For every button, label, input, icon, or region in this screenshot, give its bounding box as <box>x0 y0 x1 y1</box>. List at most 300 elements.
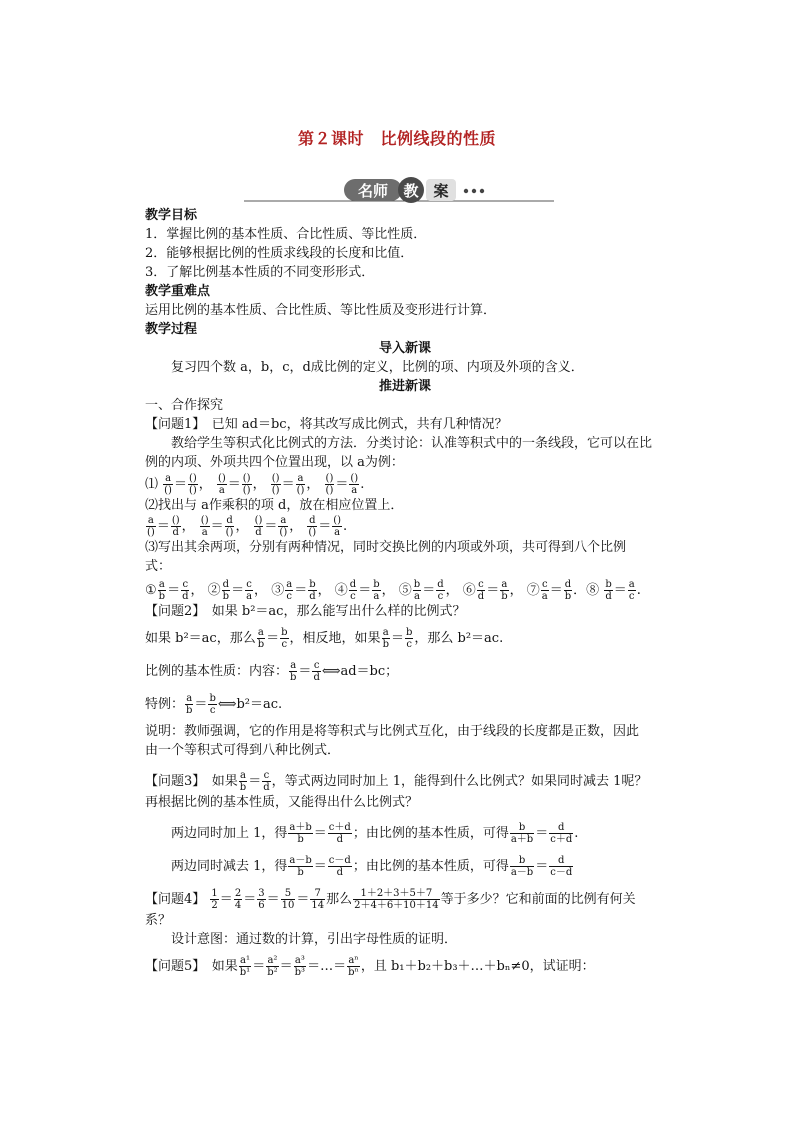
numerator: c <box>246 579 252 590</box>
numerator: d <box>349 579 357 590</box>
numerator: () <box>333 515 342 526</box>
fraction <box>328 822 352 845</box>
math-text: 相反地，如果 <box>302 631 381 646</box>
add-one <box>145 822 665 845</box>
intro-text <box>145 358 665 377</box>
fraction <box>328 855 352 878</box>
goal-1: 1．掌握比例的基本性质、合比性质、等比性质． <box>145 227 427 242</box>
math-text: ＝ <box>252 959 266 974</box>
numerator: a <box>290 660 297 671</box>
numerator: b <box>373 579 380 590</box>
numerator: a¹ <box>240 955 250 966</box>
numerator: 7 <box>310 888 325 900</box>
math-text: ④ <box>334 583 348 598</box>
numerator: a－b <box>289 855 312 866</box>
numerator: () <box>188 473 197 484</box>
fraction <box>308 579 316 602</box>
math-text: 等于多少？它和前面的比例有何关 <box>440 892 636 907</box>
math-text: ＝ <box>358 583 372 598</box>
numerator: a＋b <box>289 822 312 833</box>
denominator: a <box>201 527 208 538</box>
math-text: ＝ <box>281 477 295 492</box>
math-text: ，等式两边同时加上 1，能得到什么比例式？如果同时减去 1呢？ <box>271 774 648 789</box>
fraction <box>181 579 189 602</box>
math-text: ＝ <box>243 892 257 907</box>
fraction <box>158 579 166 602</box>
numerator: a <box>280 515 287 526</box>
math-text: 教给学生等积式化比例式的方法．分类讨论：认准等积式中的一条线段，它可以在比 <box>171 436 653 451</box>
numerator: a <box>628 579 635 590</box>
fraction <box>564 579 572 602</box>
denominator: a <box>246 591 253 602</box>
fraction <box>332 515 342 538</box>
math-text: ＝ <box>167 583 181 598</box>
denominator: 2 <box>211 900 218 911</box>
fraction <box>242 473 252 496</box>
spacer <box>145 878 665 888</box>
fraction <box>347 955 360 978</box>
math-text: . <box>343 519 348 534</box>
denominator: b <box>501 591 508 602</box>
math-text: ＝ <box>535 826 549 841</box>
numerator: b <box>309 579 316 590</box>
numerator: b <box>510 855 534 867</box>
spacer <box>145 812 665 822</box>
denominator: 4 <box>234 900 242 911</box>
numerator: d <box>226 515 233 526</box>
math-text: ⑴ <box>145 477 159 492</box>
denominator: a <box>351 485 358 496</box>
fraction <box>266 955 278 978</box>
denominator: a＋b <box>510 834 534 845</box>
fraction <box>325 473 335 496</box>
denominator: bⁿ <box>348 967 359 978</box>
denominator: 2＋4＋6＋10＋14 <box>354 900 439 911</box>
denominator: a <box>414 591 420 602</box>
math-text: ⟺ad＝bc； <box>321 664 399 679</box>
math-text: 特例： <box>145 697 185 712</box>
math-text: ＝ <box>231 583 245 598</box>
denominator: b <box>158 591 166 602</box>
numerator: c <box>313 660 320 671</box>
question-1: 【问题1】 已知 ad＝bc，将其改写成比例式，共有几种情况？ <box>145 417 508 432</box>
math-text: ， <box>198 477 212 492</box>
math-text: ， <box>252 477 266 492</box>
fraction <box>405 627 413 650</box>
math-text: ， <box>289 519 303 534</box>
denominator: c <box>286 591 292 602</box>
numerator: d <box>564 579 572 590</box>
denominator: a <box>541 591 548 602</box>
fraction <box>541 579 549 602</box>
math-text: ＝ <box>486 583 500 598</box>
denominator: d <box>182 591 189 602</box>
math-text: ＝ <box>294 583 308 598</box>
denominator: b³ <box>294 967 306 978</box>
math-text: ＝ <box>549 583 563 598</box>
question-5 <box>145 955 665 978</box>
denominator: a－b <box>510 867 534 878</box>
question-3 <box>145 770 665 793</box>
special-case <box>145 693 665 716</box>
numerator: () <box>254 515 263 526</box>
fraction <box>549 855 573 878</box>
denominator: b <box>564 591 572 602</box>
fraction <box>188 473 198 496</box>
fraction <box>349 473 359 496</box>
numerator: a <box>297 473 304 484</box>
math-text: ＝ <box>535 859 549 874</box>
denominator: d <box>313 672 320 683</box>
numerator: c－d <box>328 855 351 866</box>
math-text: . <box>636 583 641 598</box>
numerator: () <box>325 473 334 484</box>
math-text: ＝ <box>227 477 241 492</box>
denominator: b <box>186 705 193 716</box>
denominator: d <box>309 591 316 602</box>
numerator: a <box>240 770 246 781</box>
numerator: b <box>605 579 612 590</box>
fraction <box>280 627 288 650</box>
key-points: 运用比例的基本性质、合比性质、等比性质及变形进行计算． <box>145 303 497 318</box>
fraction <box>225 515 235 538</box>
fraction <box>163 473 173 496</box>
math-text: . <box>360 477 365 492</box>
denominator: b <box>257 639 265 650</box>
numerator: () <box>200 515 209 526</box>
fraction <box>281 888 296 911</box>
denominator: () <box>164 485 172 496</box>
basic-property <box>145 660 665 683</box>
denominator: d <box>605 591 612 602</box>
denominator: d <box>336 867 343 878</box>
math-text: ⟺b²＝ac. <box>217 697 283 712</box>
fraction <box>210 888 218 911</box>
denominator: a <box>373 591 380 602</box>
denominator: d <box>255 527 262 538</box>
math-text: ＝ <box>266 631 280 646</box>
numerator: a <box>257 627 264 638</box>
numerator: a <box>147 515 154 526</box>
math-text: ， <box>190 583 204 598</box>
fraction <box>185 693 193 716</box>
fraction <box>307 515 317 538</box>
denominator: () <box>296 485 305 496</box>
numerator: b <box>281 627 288 638</box>
denominator: () <box>325 485 334 496</box>
fraction <box>146 515 156 538</box>
fraction <box>628 579 636 602</box>
math-text: ＝ <box>313 859 327 874</box>
fraction <box>278 515 288 538</box>
numerator: b <box>405 627 413 638</box>
spacer <box>145 845 665 855</box>
denominator: () <box>308 527 317 538</box>
denominator: c <box>281 639 288 650</box>
math-text: . <box>574 826 579 841</box>
denominator: c <box>209 705 216 716</box>
heading-process: 教学过程 <box>145 322 198 337</box>
math-text: ， <box>289 631 303 646</box>
heading-new-lesson: 推进新课 <box>378 379 431 394</box>
math-text: ＝ <box>390 631 404 646</box>
design-intent <box>145 930 665 949</box>
fraction <box>549 822 573 845</box>
eight-proportions <box>145 579 665 602</box>
numerator: c <box>478 579 484 590</box>
math-text: ＝ <box>335 477 349 492</box>
denominator: () <box>188 485 197 496</box>
numerator: d <box>437 579 444 590</box>
question-2: 【问题2】 如果 b²＝ac，那么能写出什么样的比例式？ <box>145 604 466 619</box>
fraction <box>604 579 612 602</box>
math-text: ， <box>235 519 249 534</box>
math-text: 那么 <box>326 892 353 907</box>
denominator: () <box>279 527 288 538</box>
heading-goals: 教学目标 <box>145 208 198 223</box>
q1-explain-line-2: 例的内项、外项共四个位置出现，以 a为例： <box>145 455 404 470</box>
numerator: c＋d <box>328 822 351 833</box>
math-text: ＝ <box>613 583 627 598</box>
step-3-line-1: ⑶写出其余两项，分别有两种情况，同时交换比例的内项或外项，共可得到八个比例 <box>145 540 627 555</box>
math-text: ＝…＝ <box>307 959 347 974</box>
math-text: 复习四个数 a，b，c，d成比例的定义，比例的项、内项及外项的含义． <box>171 360 584 375</box>
numerator: a <box>286 579 293 590</box>
fraction <box>413 579 421 602</box>
denominator: c－d <box>550 867 573 878</box>
fraction <box>477 579 485 602</box>
math-text: 两边同时加上 1，得 <box>171 826 288 841</box>
numerator: () <box>171 515 180 526</box>
math-text: ③ <box>271 583 285 598</box>
numerator: () <box>242 473 251 484</box>
denominator: b <box>290 672 297 683</box>
numerator: a <box>501 579 508 590</box>
note-line-1: 说明：教师强调，它的作用是将等积式与比例式互化，由于线段的长度都是正数，因此 <box>145 724 640 739</box>
math-text: 比例的基本性质：内容： <box>145 664 289 679</box>
q2-answer <box>145 627 665 650</box>
numerator: a <box>165 473 172 484</box>
math-text: ， <box>254 583 268 598</box>
heading-key-points: 教学重难点 <box>145 284 211 299</box>
math-text: ， <box>317 583 331 598</box>
numerator: 2 <box>234 888 242 899</box>
numerator: 1 <box>211 888 218 899</box>
math-text: ⑤ <box>398 583 412 598</box>
banner-text-1: 名师 <box>357 182 389 200</box>
numerator: d <box>549 822 573 834</box>
fraction <box>310 888 325 911</box>
denominator: a <box>218 485 225 496</box>
denominator: d <box>336 834 343 845</box>
numerator: b <box>510 822 534 834</box>
step-2: ⑵找出与 a作乘积的项 d，放在相应位置上． <box>145 498 404 513</box>
step-1-fractions <box>145 473 665 496</box>
denominator: () <box>225 527 234 538</box>
part-1: 一、合作探究 <box>145 398 224 413</box>
denominator: c <box>628 591 635 602</box>
math-text: ＝ <box>194 697 208 712</box>
numerator: () <box>217 473 226 484</box>
fraction <box>436 579 444 602</box>
math-text: ＝ <box>313 826 327 841</box>
math-text: ，那么 b²＝ac. <box>414 631 504 646</box>
numerator: 1＋2＋3＋5＋7 <box>353 888 440 900</box>
math-text: ＝ <box>296 892 310 907</box>
math-text: ① <box>145 583 157 598</box>
denominator: d <box>172 527 179 538</box>
math-text: ， <box>509 583 523 598</box>
fraction <box>271 473 281 496</box>
spacer <box>145 760 665 770</box>
math-text: ， <box>181 519 195 534</box>
numerator: 5 <box>281 888 296 900</box>
question-4-line-2: 系？ <box>145 913 172 928</box>
spacer <box>145 650 665 660</box>
numerator: b <box>413 579 421 590</box>
denominator: d <box>263 782 270 793</box>
math-text: ＝ <box>266 892 280 907</box>
math-text: ＝ <box>156 519 170 534</box>
math-text: ⑥ <box>462 583 476 598</box>
numerator: a <box>382 627 389 638</box>
heading-intro: 导入新课 <box>378 341 431 356</box>
note-line-2: 由一个等积式可得到八种比例式． <box>145 743 341 758</box>
numerator: () <box>350 473 359 484</box>
banner-text-3: 案 <box>433 182 449 200</box>
math-text: 【问题5】 如果 <box>145 959 238 974</box>
math-text: ＝ <box>318 519 332 534</box>
fraction <box>222 579 230 602</box>
fraction <box>262 770 270 793</box>
numerator: a² <box>267 955 278 966</box>
fraction <box>217 473 227 496</box>
q1-explain-line-1 <box>145 434 665 453</box>
denominator: () <box>242 485 251 496</box>
math-text: 设计意图：通过数的计算，引出字母性质的证明． <box>171 932 458 947</box>
fraction <box>234 888 242 911</box>
numerator: a <box>158 579 165 590</box>
fraction <box>208 693 216 716</box>
denominator: b <box>297 867 304 878</box>
math-text: ；由比例的基本性质，可得 <box>352 859 509 874</box>
numerator: 3 <box>258 888 265 899</box>
math-text: ⑦ <box>526 583 540 598</box>
fraction <box>382 627 390 650</box>
denominator: b <box>222 591 230 602</box>
math-text: 如果 b²＝ac，那么 <box>145 631 256 646</box>
numerator: d <box>309 515 316 526</box>
denominator: b¹ <box>239 967 251 978</box>
fraction <box>288 822 312 845</box>
numerator: () <box>271 473 280 484</box>
goal-2: 2．能够根据比例的性质求线段的长度和比值． <box>145 246 414 261</box>
fraction <box>200 515 210 538</box>
numerator: c <box>263 770 270 781</box>
denominator: 14 <box>311 900 325 911</box>
page-title: 第２课时 比例线段的性质 <box>297 129 496 148</box>
math-text: ， <box>381 583 395 598</box>
math-text: ＝ <box>422 583 436 598</box>
fraction <box>296 473 306 496</box>
math-text: ， <box>445 583 459 598</box>
math-text: ，且 b₁＋b₂＋b₃＋…＋bₙ≠0，试证明： <box>360 959 595 974</box>
numerator: a³ <box>294 955 305 966</box>
fraction <box>257 888 265 911</box>
denominator: c <box>350 591 356 602</box>
fraction <box>257 627 265 650</box>
fraction <box>285 579 293 602</box>
question-4 <box>145 888 665 911</box>
numerator: aⁿ <box>348 955 359 966</box>
fraction <box>294 955 306 978</box>
denominator: 6 <box>258 900 265 911</box>
denominator: c＋d <box>550 834 573 845</box>
math-text: ＝ <box>264 519 278 534</box>
fraction <box>245 579 253 602</box>
math-text: 两边同时减去 1，得 <box>171 859 288 874</box>
math-text: 【问题4】 <box>145 892 206 907</box>
fraction <box>353 888 440 911</box>
math-text: ＝ <box>210 519 224 534</box>
math-text: ；由比例的基本性质，可得 <box>352 826 509 841</box>
denominator: () <box>147 527 155 538</box>
math-text: ， <box>306 477 320 492</box>
denominator: c <box>406 639 412 650</box>
math-text: ② <box>207 583 221 598</box>
question-3-line-2: 再根据比例的基本性质，又能得出什么比例式？ <box>145 795 419 810</box>
fraction <box>372 579 380 602</box>
fraction <box>349 579 357 602</box>
spacer <box>145 683 665 693</box>
goal-3: 3．了解比例基本性质的不同变形形式． <box>145 265 375 280</box>
fraction <box>288 855 312 878</box>
section-banner <box>244 176 554 206</box>
denominator: b <box>382 639 389 650</box>
math-text: ＝ <box>173 477 187 492</box>
numerator: d <box>549 855 573 867</box>
denominator: c <box>437 591 444 602</box>
numerator: d <box>222 579 230 590</box>
fraction <box>239 955 251 978</box>
denominator: d <box>477 591 485 602</box>
fraction <box>510 822 534 845</box>
numerator: c <box>182 579 189 590</box>
fraction <box>239 770 247 793</box>
numerator: b <box>209 693 216 704</box>
math-text: 【问题3】 如果 <box>145 774 238 789</box>
denominator: a <box>334 527 341 538</box>
denominator: 10 <box>281 900 295 911</box>
math-text: ＝ <box>248 774 262 789</box>
numerator: c <box>541 579 548 590</box>
subtract-one <box>145 855 665 878</box>
step-3-line-2: 式： <box>145 559 172 574</box>
math-text: ．⑧ <box>573 583 600 598</box>
step-2-fractions <box>145 515 665 538</box>
fraction <box>254 515 264 538</box>
denominator: b <box>297 834 304 845</box>
math-text: ＝ <box>219 892 233 907</box>
math-text: ＝ <box>298 664 312 679</box>
fraction <box>312 660 320 683</box>
denominator: () <box>271 485 280 496</box>
banner-text-2: 教 <box>403 182 419 200</box>
denominator: b² <box>267 967 278 978</box>
denominator: b <box>239 782 247 793</box>
fraction <box>500 579 508 602</box>
math-text: ＝ <box>279 959 293 974</box>
